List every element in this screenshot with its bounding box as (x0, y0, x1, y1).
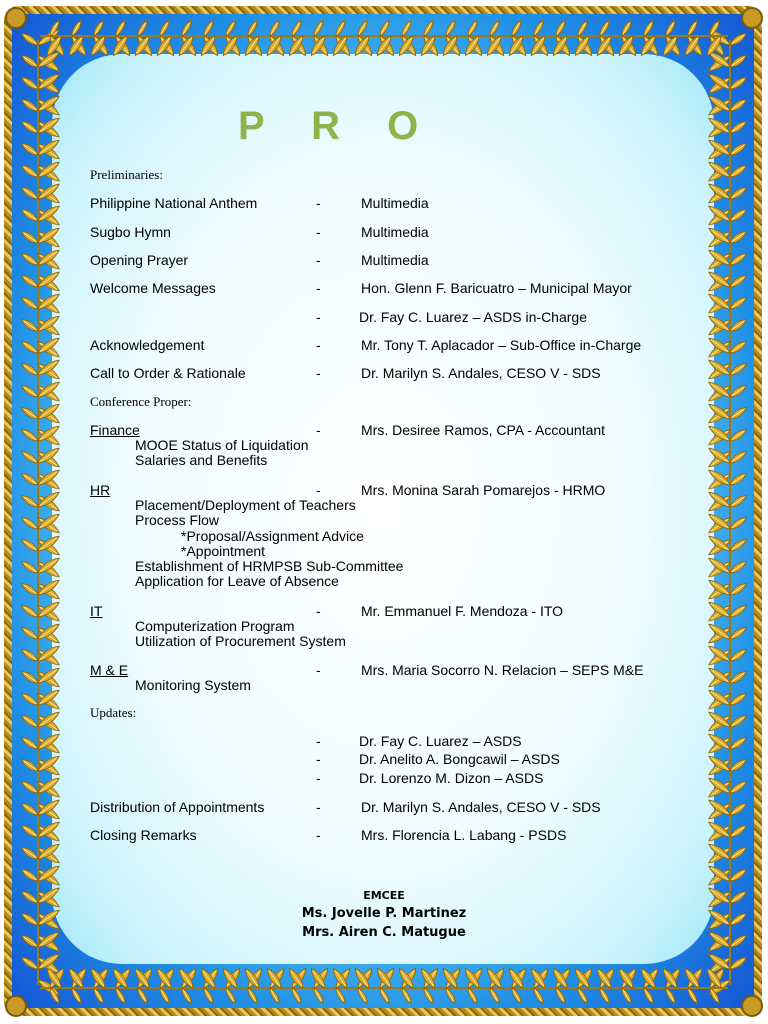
hr-person: Mrs. Monina Sarah Pomarejos - HRMO (361, 482, 606, 498)
updates-heading: Updates: (90, 705, 137, 720)
dash: - (316, 662, 321, 678)
dash: - (316, 422, 321, 438)
conference-heading: Conference Proper: (90, 394, 192, 409)
me-person: Mrs. Maria Socorro N. Relacion – SEPS M&E (361, 662, 644, 678)
dash: - (316, 195, 321, 211)
item-person: Multimedia (361, 252, 429, 268)
topic-item: Computerization Program (135, 618, 295, 634)
topic-item: Monitoring System (135, 677, 251, 693)
item-label: Opening Prayer (90, 252, 189, 268)
item-label: Distribution of Appointments (90, 799, 265, 815)
dash: - (316, 770, 321, 786)
item-label: Closing Remarks (90, 827, 197, 843)
item-person: Dr. Marilyn S. Andales, CESO V - SDS (361, 365, 601, 381)
item-label: Sugbo Hymn (90, 224, 171, 240)
hr-label: HR (90, 482, 111, 498)
emcee-name: Ms. Jovelle P. Martinez (301, 906, 467, 921)
update-person: Dr. Anelito A. Bongcawil – ASDS (359, 751, 560, 767)
emcee-heading: EMCEE (363, 889, 405, 902)
dash: - (316, 280, 321, 296)
dash: - (316, 799, 321, 815)
update-person: Dr. Fay C. Luarez – ASDS (359, 733, 522, 749)
it-person: Mr. Emmanuel F. Mendoza - ITO (361, 603, 564, 619)
dash: - (316, 603, 321, 619)
item-label: Acknowledgement (90, 337, 205, 353)
item-person: Multimedia (361, 195, 429, 211)
item-person: Dr. Fay C. Luarez – ASDS in-Charge (359, 309, 587, 325)
topic-item: Application for Leave of Absence (135, 573, 339, 589)
item-person: Multimedia (361, 224, 429, 240)
dash: - (316, 309, 321, 325)
topic-item: Utilization of Procurement System (135, 633, 346, 649)
preliminaries-heading: Preliminaries: (90, 167, 163, 182)
dash: - (316, 827, 321, 843)
item-label: Welcome Messages (90, 280, 216, 296)
dash: - (316, 482, 321, 498)
topic-item: *Appointment (181, 543, 266, 559)
dash: - (316, 337, 321, 353)
topic-item: Process Flow (135, 512, 220, 528)
dash: - (316, 365, 321, 381)
item-label: Philippine National Anthem (90, 195, 258, 211)
update-person: Dr. Lorenzo M. Dizon – ASDS (359, 770, 544, 786)
page-title: P R O (238, 104, 437, 148)
topic-item: Placement/Deployment of Teachers (135, 497, 356, 513)
topic-item: MOOE Status of Liquidation (135, 437, 309, 453)
me-label: M & E (90, 662, 129, 678)
item-person: Dr. Marilyn S. Andales, CESO V - SDS (361, 799, 601, 815)
finance-person: Mrs. Desiree Ramos, CPA - Accountant (361, 422, 606, 438)
item-person: Hon. Glenn F. Baricuatro – Municipal Mayor (361, 280, 632, 296)
finance-label: Finance (90, 422, 140, 438)
dash: - (316, 751, 321, 767)
it-label: IT (90, 603, 103, 619)
emcee-name: Mrs. Airen C. Matugue (302, 925, 466, 940)
dash: - (316, 224, 321, 240)
topic-item: Salaries and Benefits (135, 452, 268, 468)
item-person: Mrs. Florencia L. Labang - PSDS (361, 827, 567, 843)
dash: - (316, 252, 321, 268)
topic-item: Establishment of HRMPSB Sub-Committee (135, 558, 404, 574)
dash: - (316, 733, 321, 749)
item-person: Mr. Tony T. Aplacador – Sub-Office in-Charge (361, 337, 642, 353)
item-label: Call to Order & Rationale (90, 365, 246, 381)
topic-item: *Proposal/Assignment Advice (181, 528, 364, 544)
